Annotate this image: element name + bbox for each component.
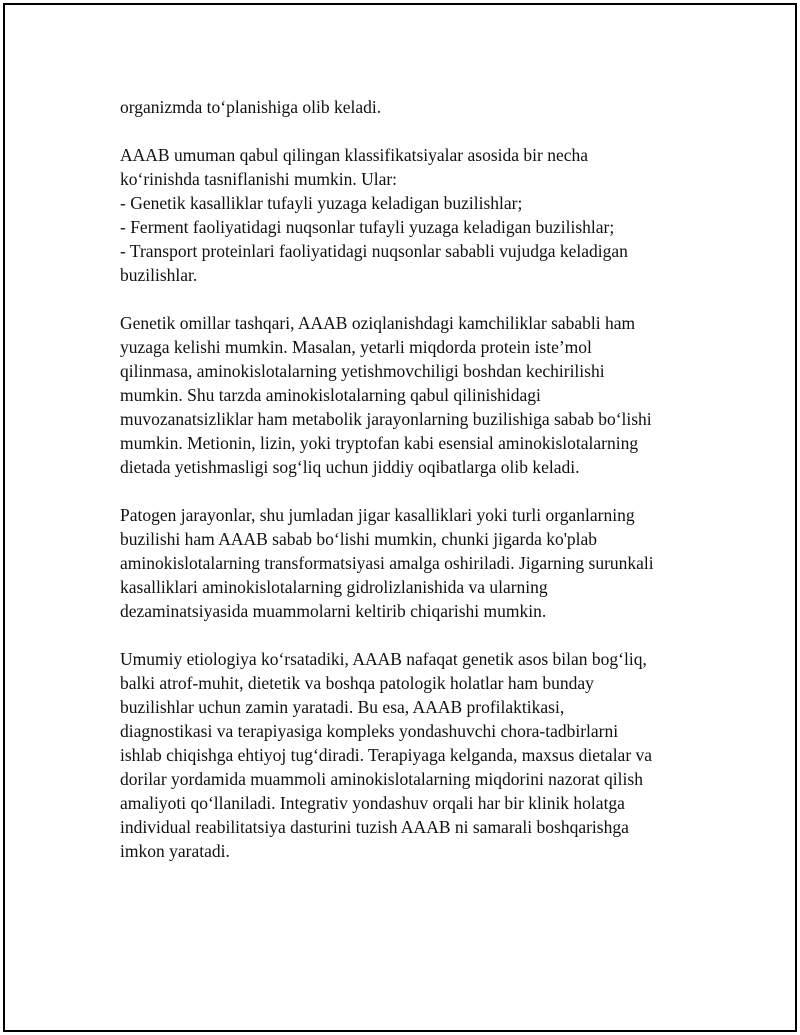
- text-line: qilinmasa, aminokislotalarning yetishmovchiligi boshdan kechirilishi: [120, 361, 605, 381]
- paragraph-2: [120, 143, 700, 287]
- text-line: buzilishlar.: [120, 265, 198, 285]
- text-line: individual reabilitatsiya dasturini tuzish AAAB ni samarali boshqarishga: [120, 817, 629, 837]
- text-line: amaliyoti qo‘llaniladi. Integrativ yondashuv orqali har bir klinik holatga: [120, 793, 625, 813]
- text-line: ko‘rinishda tasniflanishi mumkin. Ular:: [120, 169, 398, 189]
- text-line: Genetik omillar tashqari, AAAB oziqlanishdagi kamchiliklar sababli ham: [120, 313, 636, 333]
- text-line: aminokislotalarning transformatsiyasi amalga oshiriladi. Jigarning surunkali: [120, 553, 654, 573]
- paragraph-1: [120, 95, 700, 119]
- list-item: - Transport proteinlari faoliyatidagi nuqsonlar sababli vujudga keladigan: [120, 241, 628, 261]
- text-line: AAAB umuman qabul qilingan klassifikatsiyalar asosida bir necha: [120, 145, 589, 165]
- text-line: mumkin. Shu tarzda aminokislotalarning qabul qilinishidagi: [120, 385, 541, 405]
- text-line: dietada yetishmasligi sog‘liq uchun jiddiy oqibatlarga olib keladi.: [120, 457, 580, 477]
- text-line: buzilishi ham AAAB sabab bo‘lishi mumkin, chunki jigarda ko'plab: [120, 529, 598, 549]
- list-item: - Genetik kasalliklar tufayli yuzaga keladigan buzilishlar;: [120, 193, 523, 213]
- text-line: diagnostikasi va terapiyasiga kompleks yondashuvchi chora-tadbirlarni: [120, 721, 619, 741]
- text-line: yuzaga kelishi mumkin. Masalan, yetarli miqdorda protein iste’mol: [120, 337, 592, 357]
- text-line: buzilishlar uchun zamin yaratadi. Bu esa, AAAB profilaktikasi,: [120, 697, 565, 717]
- text-line: dezaminatsiyasida muammolarni keltirib chiqarishi mumkin.: [120, 601, 547, 621]
- text-line: Umumiy etiologiya ko‘rsatadiki, AAAB nafaqat genetik asos bilan bog‘liq,: [120, 649, 647, 669]
- paragraph-4: [120, 503, 700, 623]
- document-page: [3, 3, 797, 1032]
- text-line: kasalliklari aminokislotalarning gidrolizlanishida va ularning: [120, 577, 548, 597]
- text-line: muvozanatsizliklar ham metabolik jarayonlarning buzilishiga sabab bo‘lishi: [120, 409, 652, 429]
- paragraph-5: [120, 647, 700, 863]
- text-line: mumkin. Metionin, lizin, yoki tryptofan kabi esensial aminokislotalarning: [120, 433, 639, 453]
- text-line: ishlab chiqishga ehtiyoj tug‘diradi. Terapiyaga kelganda, maxsus dietalar va: [120, 745, 653, 765]
- text-line: dorilar yordamida muammoli aminokislotalarning miqdorini nazorat qilish: [120, 769, 643, 789]
- text-line: balki atrof-muhit, dietetik va boshqa patologik holatlar ham bunday: [120, 673, 594, 693]
- text-line: Patogen jarayonlar, shu jumladan jigar kasalliklari yoki turli organlarning: [120, 505, 635, 525]
- paragraph-3: [120, 311, 700, 479]
- list-item: - Ferment faoliyatidagi nuqsonlar tufayli yuzaga keladigan buzilishlar;: [120, 217, 615, 237]
- document-body: [120, 95, 700, 887]
- text-line: imkon yaratadi.: [120, 841, 230, 861]
- text-line: organizmda to‘planishiga olib keladi.: [120, 97, 382, 117]
